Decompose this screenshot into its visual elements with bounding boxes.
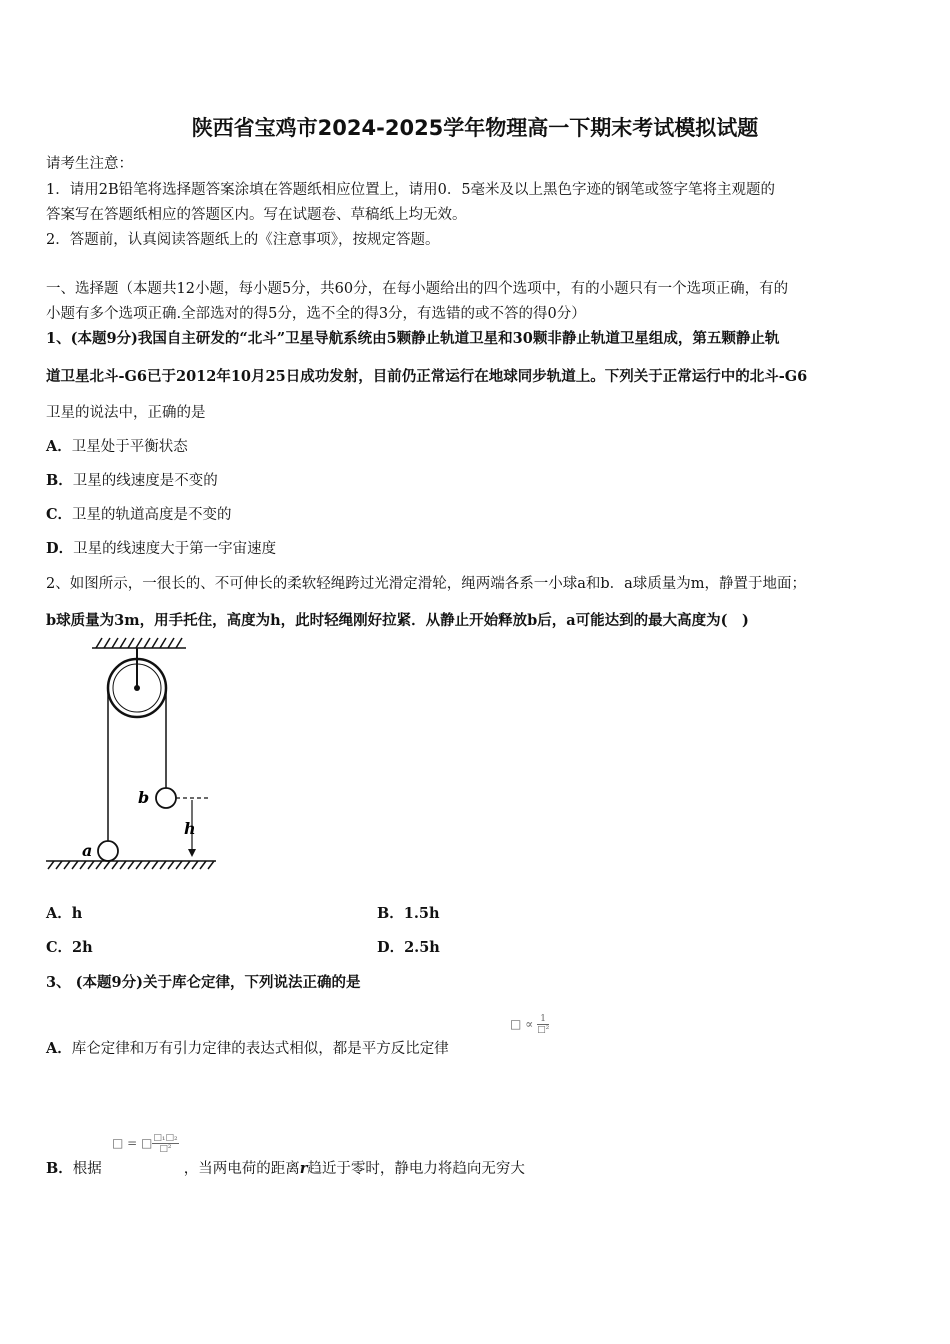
q1-option-b-label: B． <box>46 472 73 489</box>
q2-option-d <box>377 936 440 957</box>
q3-option-b-var: r <box>299 1160 308 1177</box>
notice-item-1-cont: 答案写在答题纸相应的答题区内。写在试题卷、草稿纸上均无效。 <box>46 207 467 223</box>
q2-option-b <box>377 902 440 923</box>
ball-a <box>98 841 118 861</box>
notice-heading: 请考生注意： <box>46 156 133 172</box>
q2-option-d-label: D． <box>377 939 405 956</box>
ball-b <box>156 788 176 808</box>
height-arrow-head <box>188 849 196 857</box>
pulley-diagram <box>44 636 224 874</box>
label-a: a <box>82 841 93 860</box>
q2-option-a <box>46 902 82 923</box>
q2-stem-line-2: b球质量为3m，用手托住，高度为h，此时轻绳刚好拉紧．从静止开始释放b后，a可能达到的最大高度为( ) <box>46 612 749 629</box>
q1-stem-line-3: 卫星的说法中，正确的是 <box>46 405 206 421</box>
q2-stem-line-1: 2、如图所示，一很长的、不可伸长的柔软轻绳跨过光滑定滑轮，绳两端各系一小球a和b．a球质量为m，静置于地面； <box>46 576 807 592</box>
q3-formula-a-left: □ ∝ <box>510 1017 538 1031</box>
q3-option-b-label: B． <box>46 1160 73 1177</box>
q1-option-c-text: 卫星的轨道高度是不变的 <box>72 507 232 523</box>
q3-formula-b <box>112 1133 179 1154</box>
q3-formula-b-num: □₁□₂ <box>153 1133 178 1143</box>
q1-option-a-label: A． <box>46 438 72 455</box>
q1-stem-line-2: 道卫星北斗-G6已于2012年10月25日成功发射，目前仍正常运行在地球同步轨道上。下列关于正常运行中的北斗-G6 <box>46 368 808 385</box>
q2-option-c <box>46 936 93 957</box>
q3-option-a-label: A． <box>46 1040 72 1057</box>
q1-option-a <box>46 435 188 456</box>
section-instructions-cont: 小题有多个选项正确.全部选对的得5分，选不全的得3分，有选错的或不答的得0分） <box>46 306 586 322</box>
q2-option-d-text: 2.5h <box>404 939 440 956</box>
q3-option-b-text-before: 根据 <box>72 1161 102 1177</box>
label-b: b <box>138 788 150 807</box>
q1-option-b <box>46 469 218 490</box>
q3-formula-a <box>510 1014 549 1035</box>
section-instructions: 一、选择题（本题共12小题，每小题5分，共60分，在每小题给出的四个选项中，有的小题只有一个选项正确，有的 <box>46 281 789 297</box>
q2-option-b-text: 1.5h <box>403 905 440 922</box>
q1-option-b-text: 卫星的线速度是不变的 <box>72 473 218 489</box>
pulley-axle <box>134 685 140 691</box>
q3-option-b <box>46 1157 525 1178</box>
notice-item-1: 1．请用2B铅笔将选择题答案涂填在答题纸相应位置上，请用0．5毫米及以上黑色字迹的钢笔或签字笔将主观题的 <box>46 182 776 198</box>
notice-item-2: 2．答题前，认真阅读答题纸上的《注意事项》，按规定答题。 <box>46 232 440 248</box>
q3-formula-b-left: □ = □ <box>112 1136 153 1150</box>
q1-option-d <box>46 537 276 558</box>
page-title: 陕西省宝鸡市2024-2025学年物理高一下期末考试模拟试题 <box>191 116 759 140</box>
label-h: h <box>184 819 196 838</box>
q2-option-a-text: h <box>71 905 83 922</box>
q3-option-b-text-end: 趋近于零时，静电力将趋向无穷大 <box>307 1161 525 1177</box>
q3-option-b-text-after: ，当两电荷的距离 <box>183 1161 300 1177</box>
q3-option-a <box>46 1037 449 1058</box>
ground-surface <box>46 861 216 869</box>
q2-option-c-label: C． <box>46 939 73 956</box>
q1-stem-line-1: 1、(本题9分)我国自主研发的“北斗”卫星导航系统由5颗静止轨道卫星和30颗非静止轨道卫星组成，第五颗静止轨 <box>46 330 780 347</box>
q3-option-a-text: 库仑定律和万有引力定律的表达式相似，都是平方反比定律 <box>71 1041 449 1057</box>
q1-option-c-label: C． <box>46 506 73 523</box>
q2-option-a-label: A． <box>46 905 72 922</box>
q1-option-c <box>46 503 232 524</box>
ceiling-support <box>92 638 186 648</box>
q1-option-a-text: 卫星处于平衡状态 <box>71 439 188 455</box>
q3-formula-b-den: □² <box>159 1144 172 1154</box>
q3-formula-a-num: 1 <box>537 1014 549 1025</box>
q1-option-d-label: D． <box>46 540 74 557</box>
q1-option-d-text: 卫星的线速度大于第一宇宙速度 <box>73 541 277 557</box>
q3-stem: 3、 (本题9分)关于库仑定律，下列说法正确的是 <box>46 974 361 991</box>
q2-option-c-text: 2h <box>72 939 93 956</box>
q2-option-b-label: B． <box>377 905 404 922</box>
q3-formula-a-den: □² <box>537 1025 550 1035</box>
